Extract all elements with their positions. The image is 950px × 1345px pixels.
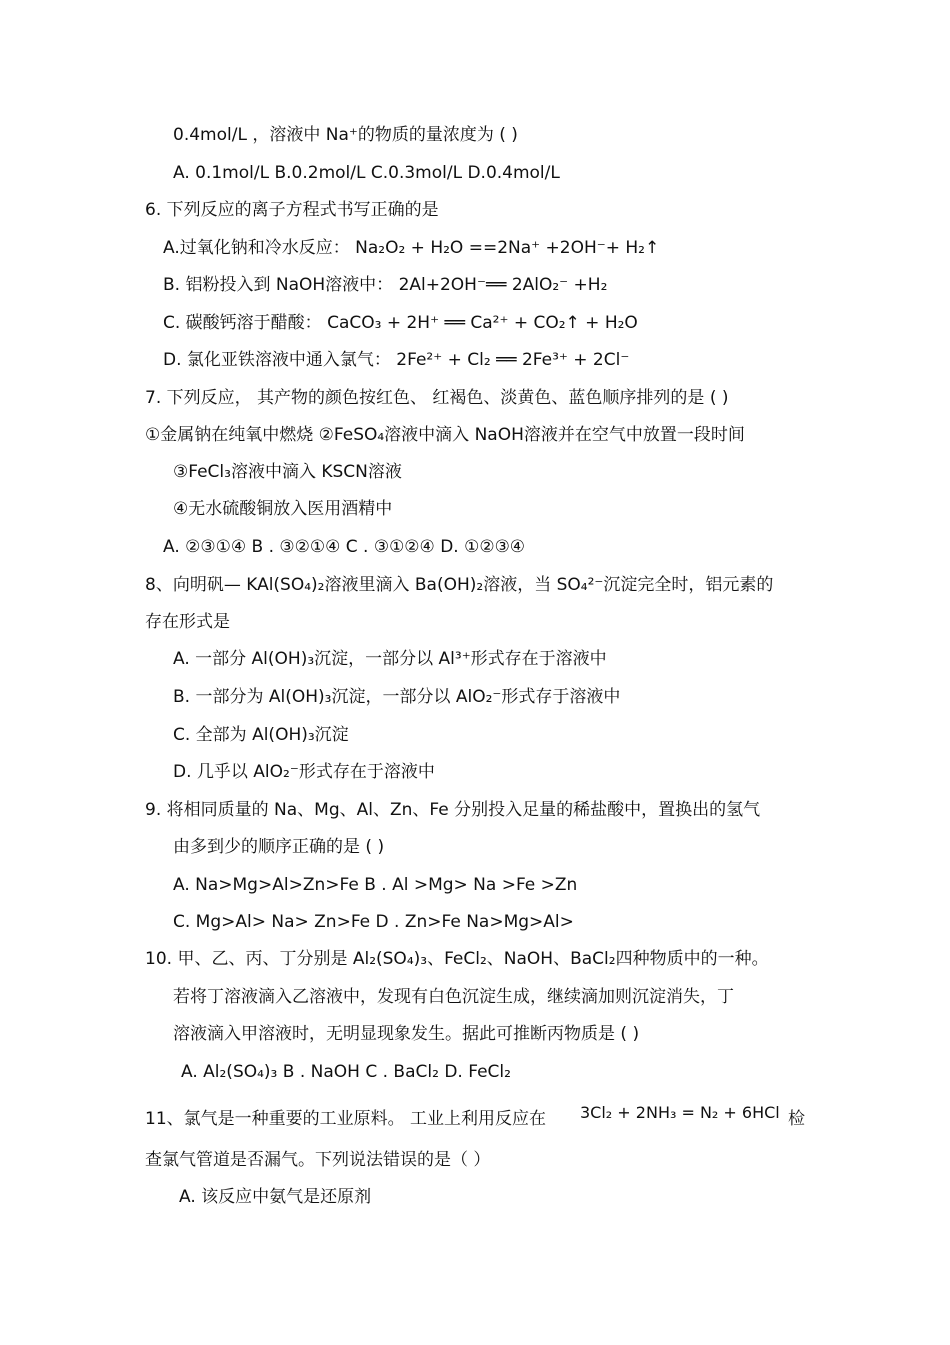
q6-option-c: C. 碳酸钙溶于醋酸： CaCO₃ + 2H⁺ ══ Ca²⁺ + CO₂↑ + H₂O <box>163 313 638 333</box>
q6-option-b: B. 铝粉投入到 NaOH溶液中： 2Al+2OH⁻══ 2AlO₂⁻ +H₂ <box>163 275 608 295</box>
q6-option-a: A.过氧化钠和冷水反应： Na₂O₂ + H₂O ==2Na⁺ +2OH⁻+ H₂↑ <box>163 238 660 258</box>
q10-stem-cont-1: 若将丁溶液滴入乙溶液中，发现有白色沉淀生成，继续滴加则沉淀消失，丁 <box>173 987 734 1007</box>
q10-options: A. Al₂(SO₄)₃ B . NaOH C . BaCl₂ D. FeCl₂ <box>181 1062 511 1082</box>
q11-equation: 3Cl₂ + 2NH₃ = N₂ + 6HCl <box>580 1103 780 1122</box>
q7-options: A. ②③①④ B . ③②①④ C . ③①②④ D. ①②③④ <box>163 537 526 557</box>
q10-stem: 10. 甲、乙、丙、丁分别是 Al₂(SO₄)₃、FeCl₂、NaOH、BaCl₂四种物质中的一种。 <box>145 949 769 969</box>
q6-option-d: D. 氯化亚铁溶液中通入氯气： 2Fe²⁺ + Cl₂ ══ 2Fe³⁺ + 2Cl⁻ <box>163 350 630 370</box>
q11-stem-cont: 查氯气管道是否漏气。下列说法错误的是（ ） <box>145 1150 491 1170</box>
q5-options: A. 0.1mol/L B.0.2mol/L C.0.3mol/L D.0.4mol/L <box>173 163 560 183</box>
q8-stem-cont: 存在形式是 <box>145 612 230 632</box>
q7-stem: 7. 下列反应， 其产物的颜色按红色、 红褐色、淡黄色、蓝色顺序排列的是 ( ) <box>145 388 729 408</box>
q5-continued-line: 0.4mol/L ，溶液中 Na⁺的物质的量浓度为 ( ) <box>173 125 518 145</box>
q11-stem-tail: 检 <box>788 1109 805 1129</box>
q7-item-1-2: ①金属钠在纯氧中燃烧 ②FeSO₄溶液中滴入 NaOH溶液并在空气中放置一段时间 <box>145 425 745 445</box>
q11-stem: 11、氯气是一种重要的工业原料。 工业上利用反应在 <box>145 1109 547 1129</box>
q8-option-d: D. 几乎以 AlO₂⁻形式存在于溶液中 <box>173 762 435 782</box>
q9-options-cd: C. Mg>Al> Na> Zn>Fe D . Zn>Fe Na>Mg>Al> <box>173 912 574 932</box>
q9-stem-cont: 由多到少的顺序正确的是 ( ) <box>173 837 385 857</box>
q10-stem-cont-2: 溶液滴入甲溶液时，无明显现象发生。据此可推断丙物质是 ( ) <box>173 1024 640 1044</box>
q11-option-a: A. 该反应中氨气是还原剂 <box>179 1187 372 1207</box>
q8-stem: 8、向明矾— KAl(SO₄)₂溶液里滴入 Ba(OH)₂溶液，当 SO₄²⁻沉淀完全时，铝元素的 <box>145 575 774 595</box>
q8-option-c: C. 全部为 Al(OH)₃沉淀 <box>173 725 349 745</box>
q6-stem: 6. 下列反应的离子方程式书写正确的是 <box>145 200 439 220</box>
q9-options-ab: A. Na>Mg>Al>Zn>Fe B . Al >Mg> Na >Fe >Zn <box>173 875 578 895</box>
q7-item-4: ④无水硫酸铜放入医用酒精中 <box>173 499 393 519</box>
q8-option-a: A. 一部分 Al(OH)₃沉淀，一部分以 Al³⁺形式存在于溶液中 <box>173 649 607 669</box>
q9-stem: 9. 将相同质量的 Na、Mg、Al、Zn、Fe 分别投入足量的稀盐酸中，置换出的氢气 <box>145 800 761 820</box>
q7-item-3: ③FeCl₃溶液中滴入 KSCN溶液 <box>173 462 402 482</box>
q8-option-b: B. 一部分为 Al(OH)₃沉淀，一部分以 AlO₂⁻形式存于溶液中 <box>173 687 621 707</box>
